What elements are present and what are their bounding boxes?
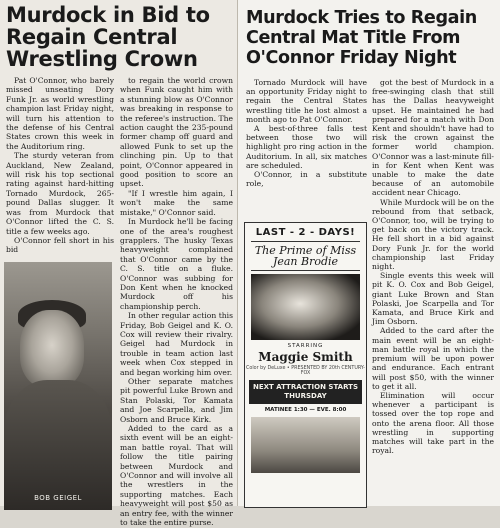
- movie-advertisement: [244, 222, 367, 508]
- right-col1-paragraph: A best-of-three falls test between those two will highlight pro ring action in the Auditorium. In all, six matches are scheduled.: [246, 124, 367, 170]
- right-col2-paragraph: Elimination will occur whenever a participant is tossed over the top rope and onto the arena floor. All those wrestling in supporting matches will take part in the royal.: [372, 390, 494, 456]
- left-col2-paragraph: In Murdock he'll be facing one of the area's roughest grapplers. The husky Texas heavyweight complained that O'Connor came by the C. S. title on a fluke. O'Connor was subbing for Don Kent when he knocked Murdock off his championship perch.: [120, 217, 233, 311]
- right-clipping: [238, 0, 500, 506]
- ad-showtimes: MATINEE 1:30 — EVE. 8:00: [264, 407, 347, 413]
- left-col2-paragraph: to regain the world crown when Funk caught him with a stunning blow as O'Connor was breaking in response to the referee's instruction. The action caught the 235-pound former champ off guard and allowed Funk to set up the clinching pin. Up to that point, O'Connor appeared in good position to score an upset.: [120, 76, 233, 189]
- ad-next-attraction-image: [251, 417, 360, 473]
- right-headline: Murdock Tries to Regain Central Mat Title From O'Connor Friday Night: [246, 8, 477, 68]
- ad-starring-label: STARRING: [287, 343, 324, 349]
- left-col2-paragraph: "If I wrestle him again, I won't make the same mistake," O'Connor said.: [120, 188, 233, 217]
- right-column-1: [246, 78, 367, 188]
- right-col1-paragraph: O'Connor, in a substitute role,: [246, 170, 367, 189]
- right-col2-paragraph: Single events this week will pit K. O. Cox and Bob Geigel, giant Luke Brown and Stan Polaski, Joe Scarpella and Tor Kamata, and Bruce Kirk and Jim Osborn.: [372, 271, 494, 327]
- ad-movie-title: The Prime of Miss Jean Brodie: [251, 241, 360, 271]
- right-col2-paragraph: Added to the card after the main event will be an eight-man battle royal in which the premium will be upon power and endurance. Each entrant will post $50, with the winner to get it all.: [372, 326, 494, 391]
- left-clipping: [0, 0, 238, 528]
- photo-caption: BOB GEIGEL: [34, 494, 82, 502]
- right-col1-paragraph: Tornado Murdock will have an opportunity Friday night to regain the Central States wrestling title he lost almost a month ago to Pat O'Connor.: [246, 78, 367, 124]
- left-col1-paragraph: Pat O'Connor, who barely missed unseating Dory Funk Jr. as world wrestling champion last Friday night, will turn his attention to the defense of his Central States crown this week in the Auditorium ring.: [6, 76, 114, 151]
- photo-face: [20, 310, 84, 388]
- left-column-1: [6, 76, 114, 255]
- ad-poster-image: [251, 274, 360, 340]
- ad-days: LAST - 2 - DAYS!: [255, 227, 356, 238]
- ad-fine-print: Color by DeLuxe • PRESENTED BY 20th CENTURY-FOX: [246, 366, 365, 376]
- ad-star-name: Maggie Smith: [258, 350, 353, 364]
- left-col2-paragraph: Added to the card as a sixth event will be an eight-man battle royal. That will follow the title pairing between Murdock and O'Connor and will involve all the wrestlers in the supporting matches. Each heavyweight will post $50 as an entry fee, with the winner to take the entire purse.: [120, 424, 233, 528]
- left-column-2: [120, 76, 233, 528]
- right-column-2: [372, 78, 494, 455]
- ad-next-attraction: NEXT ATTRACTION STARTS THURSDAY: [249, 380, 362, 404]
- right-col2-paragraph: While Murdock will be on the rebound from that setback, O'Connor, too, will be trying to get back on the victory track. He fell short in a bid against Dory Funk Jr. for the world championship last Friday night.: [372, 197, 494, 272]
- left-col2-paragraph: Other separate matches pit powerful Luke Brown and Stan Polaski, Tor Kamata and Joe Scarpella, and Jim Osborn and Bruce Kirk.: [120, 377, 233, 424]
- left-col1-paragraph: O'Connor fell short in his bid: [6, 235, 114, 255]
- right-col2-paragraph: got the best of Murdock in a free-swinging clash that still has the Dallas heavyweight upset. He maintained he had prepared for a match with Don Kent and shouldn't have had to risk the crown against the former world champion. O'Connor was a last-minute fill-in for Kent when Kent was unable to make the date because of an automobile accident near Chicago.: [372, 78, 494, 198]
- wrestler-photo: [4, 262, 112, 506]
- left-headline: Murdock in Bid to Regain Central Wrestling Crown: [6, 3, 210, 71]
- left-col2-paragraph: In other regular action this Friday, Bob Geigel and K. O. Cox will review their rivalry. Geigel had Murdock in trouble in team action last week when Cox stepped in and began working him over.: [120, 311, 233, 377]
- photo-body: [4, 380, 112, 510]
- left-col1-paragraph: The sturdy veteran from Auckland, New Zealand, will risk his top sectional rating against hard-hitting Tornado Murdock, 265-pound Dallas slugger. It was from Murdock that O'Connor lifted the C. S. title a few weeks ago.: [6, 151, 114, 236]
